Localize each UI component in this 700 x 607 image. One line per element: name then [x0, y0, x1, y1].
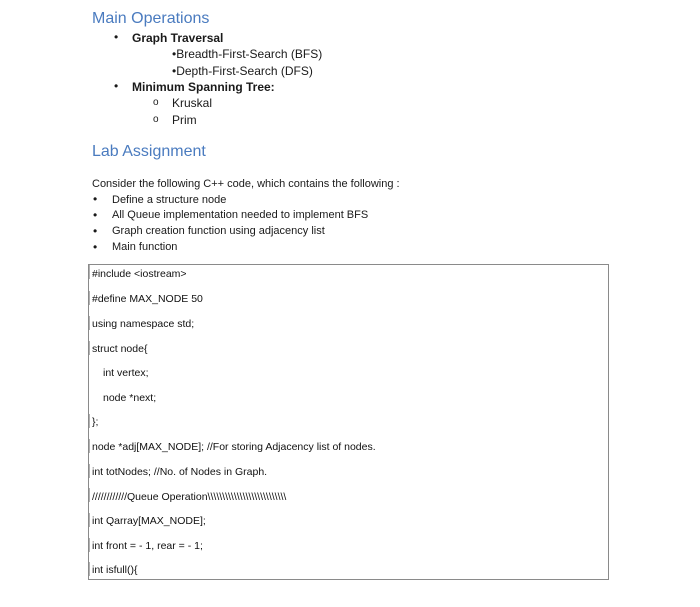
code-line: #include <iostream> — [92, 268, 187, 280]
circle-bullet-icon: o — [153, 97, 159, 108]
line-marker — [89, 464, 90, 478]
bullet-icon: • — [93, 208, 98, 222]
code-line: ////////////Queue Operation\\\\\\\\\\\\\\\\\\\\\\\\\\\ — [92, 491, 287, 503]
line-marker — [89, 291, 90, 305]
code-line: node *next; — [103, 392, 157, 404]
lab-bullet: Graph creation function using adjacency list — [112, 225, 325, 237]
dfs-item: •Depth-First-Search (DFS) — [172, 64, 313, 78]
bullet-icon: • — [93, 224, 98, 238]
code-line: node *adj[MAX_NODE]; //For storing Adjacency list of nodes. — [92, 441, 376, 453]
code-listing-box — [88, 264, 609, 580]
line-marker — [89, 414, 90, 428]
code-line: #define MAX_NODE 50 — [92, 293, 203, 305]
main-operations-heading: Main Operations — [92, 10, 210, 27]
lab-bullet: All Queue implementation needed to implement BFS — [112, 209, 369, 221]
prim-item: Prim — [172, 113, 197, 127]
lab-assignment-heading: Lab Assignment — [92, 143, 206, 160]
graph-traversal-label: Graph Traversal — [132, 31, 224, 45]
lab-bullet: Define a structure node — [112, 194, 227, 206]
bullet-icon: • — [93, 240, 98, 254]
line-marker — [89, 316, 90, 330]
kruskal-item: Kruskal — [172, 96, 213, 110]
line-marker — [89, 341, 90, 355]
code-line: int front = - 1, rear = - 1; — [92, 540, 203, 552]
code-line: struct node{ — [92, 343, 148, 355]
code-line: int totNodes; //No. of Nodes in Graph. — [92, 466, 268, 478]
bullet-icon: • — [93, 192, 98, 206]
line-marker — [89, 513, 90, 527]
line-marker — [89, 488, 90, 502]
code-line: int vertex; — [103, 367, 149, 379]
line-marker — [89, 265, 90, 279]
circle-bullet-icon: o — [153, 114, 159, 125]
mst-label: Minimum Spanning Tree: — [132, 80, 275, 94]
bullet-icon: • — [114, 30, 119, 44]
lab-bullet: Main function — [112, 241, 178, 253]
code-line: int Qarray[MAX_NODE]; — [92, 515, 206, 527]
line-marker — [89, 562, 90, 576]
lab-intro: Consider the following C++ code, which contains the following : — [92, 178, 400, 190]
bullet-icon: • — [114, 79, 119, 93]
line-marker — [89, 439, 90, 453]
code-line: using namespace std; — [92, 318, 195, 330]
code-line: int isfull(){ — [92, 564, 138, 576]
bfs-item: •Breadth-First-Search (BFS) — [172, 47, 323, 61]
code-line: }; — [92, 416, 99, 428]
line-marker — [89, 538, 90, 552]
